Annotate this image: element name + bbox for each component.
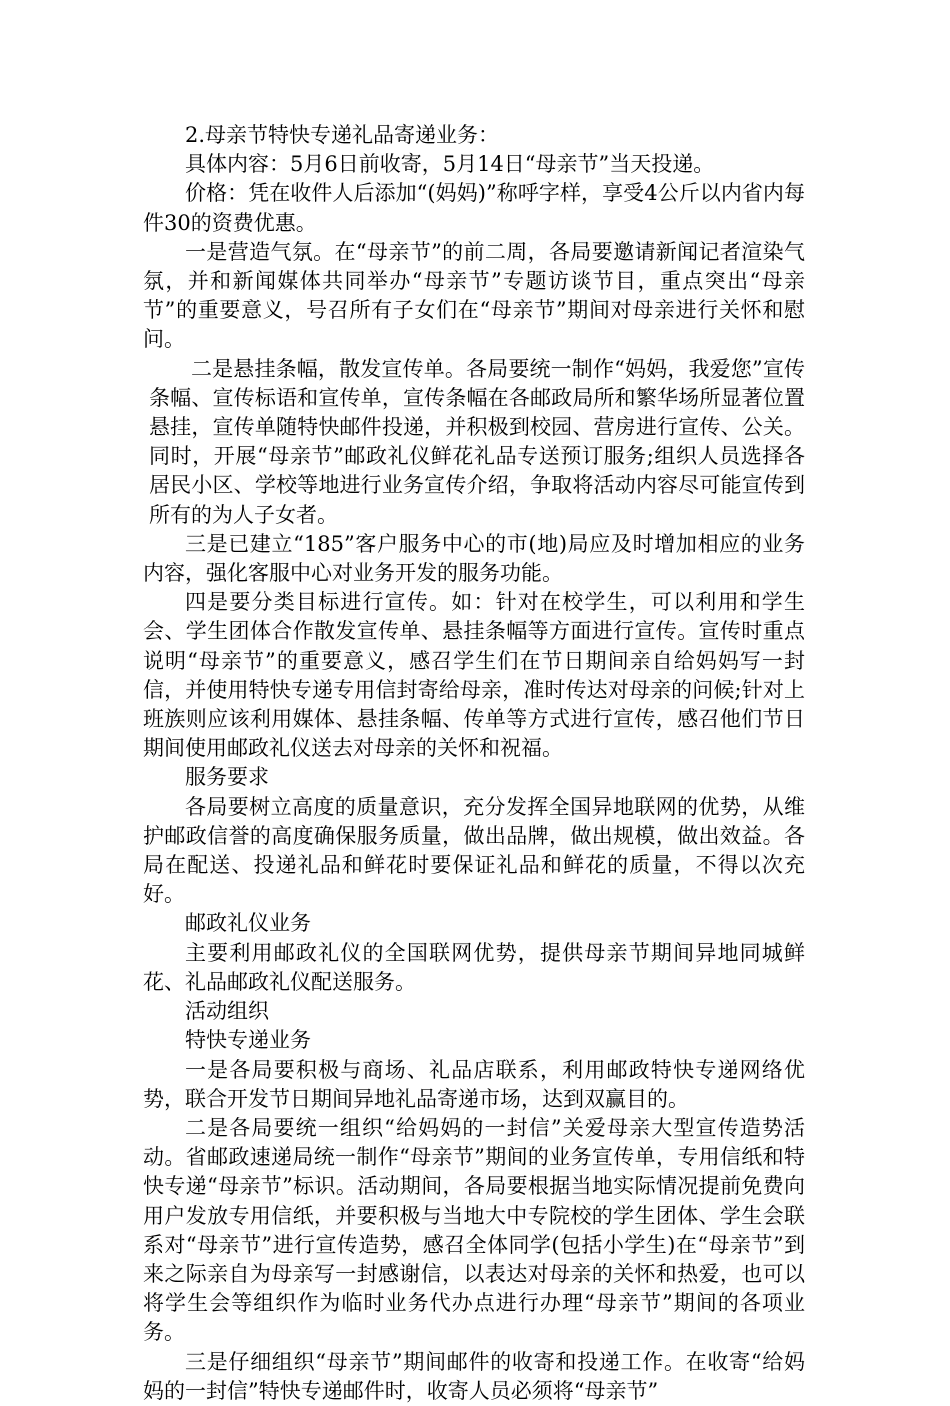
heading-postal-etiquette: 邮政礼仪业务 — [185, 911, 311, 936]
paragraph-target-promotion: 四是要分类目标进行宣传。如：针对在校学生，可以利用和学生会、学生团体合作散发宣传单、悬挂条幅等方面进行宣传。宣传时重点说明“母亲节”的重要意义，感召学生们在节日期间亲自给妈妈写一封信，并使用特快专递专用信封寄给母亲，准时传达对母亲的问候;针对上班族则应该利用媒体、悬挂条幅、传单等方式进行宣传，感召他们节日期间使用邮政礼仪送去对母亲的关怀和祝福。 — [143, 590, 805, 761]
paragraph-service-center: 三是已建立“185”客户服务中心的市(地)局应及时增加相应的业务内容，强化客服中心对业务开发的服务功能。 — [143, 531, 805, 586]
section-heading-gift-delivery: 2.母亲节特快专递礼品寄递业务： — [185, 123, 500, 147]
paragraph-banners: 二是悬挂条幅，散发宣传单。各局要统一制作“妈妈，我爱您”宣传条幅、宣传标语和宣传单，宣传条幅在各邮政局所和繁华场所显著位置悬挂，宣传单随特快邮件投递，并积极到校园、营房进行宣传、公关。同时，开展“母亲节”邮政礼仪鲜花礼品专送预订服务;组织人员选择各居民小区、学校等地进行业务宣传介绍，争取将活动内容尽可能宣传到所有的为人子女者。 — [149, 356, 805, 527]
paragraph-price: 价格：凭在收件人后添加“(妈妈)”称呼字样，享受4公斤以内省内每件30的资费优惠。 — [143, 181, 805, 235]
paragraph-postal-etiquette: 主要利用邮政礼仪的全国联网优势，提供母亲节期间异地同城鲜花、礼品邮政礼仪配送服务。 — [143, 940, 805, 994]
document-body — [143, 121, 805, 1406]
paragraph-atmosphere: 一是营造气氛。在“母亲节”的前二周，各局要邀请新闻记者渲染气氛，并和新闻媒体共同举办“母亲节”专题访谈节目，重点突出“母亲节”的重要意义，号召所有子女们在“母亲节”期间对母亲进行关怀和慰问。 — [143, 239, 805, 352]
paragraph-quality: 各局要树立高度的质量意识，充分发挥全国异地联网的优势，从维护邮政信誉的高度确保服务质量，做出品牌，做出规模，做出效益。各局在配送、投递礼品和鲜花时要保证礼品和鲜花的质量，不得以次充好。 — [143, 794, 805, 907]
paragraph-details: 具体内容：5月6日前收寄，5月14日“母亲节”当天投递。 — [185, 152, 715, 177]
paragraph-partner-stores: 一是各局要积极与商场、礼品店联系，利用邮政特快专递网络优势，联合开发节日期间异地礼品寄递市场，达到双赢目的。 — [143, 1057, 805, 1111]
paragraph-letter-campaign: 二是各局要统一组织“给妈妈的一封信”关爱母亲大型宣传造势活动。省邮政速递局统一制作“母亲节”期间的业务宣传单，专用信纸和特快专递“母亲节”标识。活动期间，各局要根据当地实际情况提前免费向用户发放专用信纸，并要积极与当地大中专院校的学生团体、学生会联系对“母亲节”进行宣传造势，感召全体同学(包括小学生)在“母亲节”到来之际亲自为母亲写一封感谢信，以表达对母亲的关怀和热爱，也可以将学生会等组织作为临时业务代办点进行办理“母亲节”期间的各项业务。 — [143, 1115, 805, 1345]
heading-service-requirements: 服务要求 — [185, 765, 269, 790]
heading-activity-organization: 活动组织 — [185, 999, 269, 1024]
heading-express-delivery: 特快专递业务 — [185, 1028, 311, 1053]
paragraph-mail-handling: 三是仔细组织“母亲节”期间邮件的收寄和投递工作。在收寄“给妈妈的一封信”特快专递邮件时，收寄人员必须将“母亲节” — [143, 1349, 805, 1403]
